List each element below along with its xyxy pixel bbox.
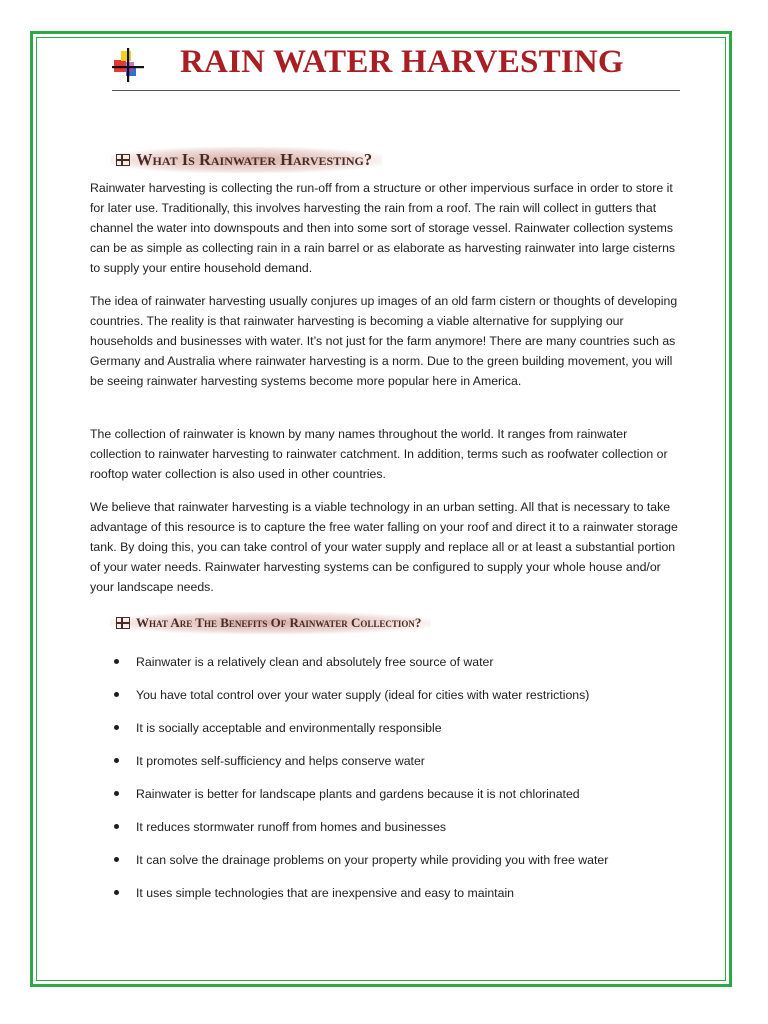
section-heading-what-is [110,147,382,173]
section-heading-text: What Is Rainwater Harvesting? [136,150,373,169]
list-item-text: It reduces stormwater runoff from homes and businesses [136,820,447,834]
list-item [114,784,608,817]
cross-squares-icon [112,48,144,82]
bullet-icon [114,758,119,763]
paragraph: The idea of rainwater harvesting usually conjures up images of an old farm cistern or thoughts of developing countries. The reality is that rainwater harvesting is becoming a viable alternative for supplying our households and businesses with water. It’s not just for the farm anymore! There are many countries such as Germany and Australia where rainwater harvesting is a norm. Due to the green building movement, you will be seeing rainwater harvesting systems become more popular here in America. [90,294,678,388]
benefits-list [114,652,608,916]
building-icon [116,617,130,629]
list-item [114,652,608,685]
bullet-icon [114,824,119,829]
list-item [114,817,608,850]
building-icon [116,154,130,166]
list-item-text: You have total control over your water supply (ideal for cities with water restrictions) [136,688,590,702]
list-item-text: Rainwater is better for landscape plants and gardens because it is not chlorinated [136,787,580,801]
list-item [114,685,608,718]
paragraph: The collection of rainwater is known by many names throughout the world. It ranges from rainwater collection to rainwater harvesting to rainwater catchment. In addition, terms such as roofwater collection or rooftop water collection is also used in other countries. [90,427,668,481]
bullet-icon [114,692,119,697]
bullet-icon [114,659,119,664]
page-title: RAIN WATER HARVESTING [180,44,624,80]
list-item-text: It uses simple technologies that are inexpensive and easy to maintain [136,886,515,900]
section-heading-benefits [110,612,431,634]
bullet-icon [114,857,119,862]
title-divider [112,90,680,91]
list-item-text: It promotes self-sufficiency and helps conserve water [136,754,425,768]
paragraph: Rainwater harvesting is collecting the run-off from a structure or other impervious surface in order to store it for later use. Traditionally, this involves harvesting the rain from a roof. The rain will collect in gutters that channel the water into downspouts and then into some sort of storage vessel. Rainwater collection systems can be as simple as collecting rain in a rain barrel or as elaborate as harvesting rainwater into large cisterns to supply your entire household demand. [90,181,676,275]
list-item [114,751,608,784]
title-row [112,44,680,92]
bullet-icon [114,791,119,796]
list-item [114,850,608,883]
list-item-text: It is socially acceptable and environmentally responsible [136,721,442,735]
bullet-icon [114,890,119,895]
list-item [114,883,608,916]
list-item-text: It can solve the drainage problems on your property while providing you with free water [136,853,609,867]
list-item-text: Rainwater is a relatively clean and absolutely free source of water [136,655,494,669]
list-item [114,718,608,751]
section-heading-text: What Are The Benefits Of Rainwater Collection? [136,615,422,630]
bullet-icon [114,725,119,730]
paragraph: We believe that rainwater harvesting is a viable technology in an urban setting. All that is necessary to take advantage of this resource is to capture the free water falling on your roof and direct it to a rainwater storage tank. By doing this, you can take control of your water supply and replace all or at least a substantial portion of your water needs. Rainwater harvesting systems can be configured to supply your whole house and/or your landscape needs. [90,500,678,594]
